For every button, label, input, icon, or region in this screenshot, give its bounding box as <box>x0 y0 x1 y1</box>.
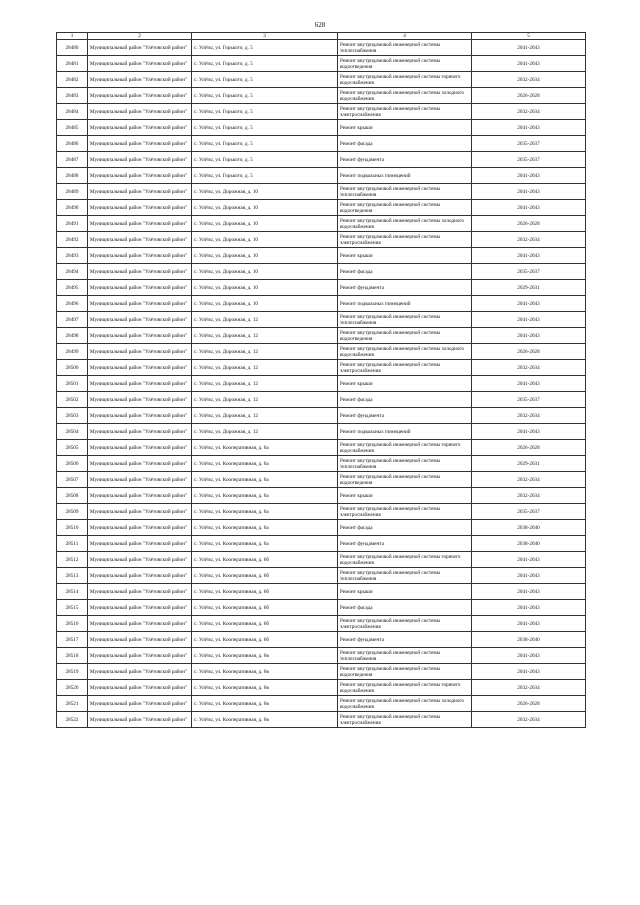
table-row <box>57 312 586 328</box>
record-number-cell: 28514 <box>57 584 88 600</box>
record-number-cell: 28501 <box>57 376 88 392</box>
table-row <box>57 488 586 504</box>
address-cell: с. Улёты, ул. Кооперативная, д. 6в <box>192 680 338 696</box>
repair-schedule-table <box>56 32 586 728</box>
municipality-cell: Муниципальный район "Улётовский район" <box>88 328 192 344</box>
municipality-cell: Муниципальный район "Улётовский район" <box>88 648 192 664</box>
work-type-cell: Ремонт внутридомовой инженерной системы теплоснабжения <box>338 456 472 472</box>
work-type-cell: Ремонт фасада <box>338 264 472 280</box>
table-row <box>57 360 586 376</box>
table-row <box>57 664 586 680</box>
table-row <box>57 616 586 632</box>
address-cell: с. Улёты, ул. Горького, д. 5 <box>192 168 338 184</box>
column-header-4: 4 <box>338 33 472 40</box>
work-type-cell: Ремонт фасада <box>338 600 472 616</box>
period-cell: 2041-2043 <box>472 648 586 664</box>
table-row <box>57 104 586 120</box>
address-cell: с. Улёты, ул. Дорожная, д. 10 <box>192 248 338 264</box>
municipality-cell: Муниципальный район "Улётовский район" <box>88 696 192 712</box>
work-type-cell: Ремонт внутридомовой инженерной системы электроснабжения <box>338 616 472 632</box>
record-number-cell: 28512 <box>57 552 88 568</box>
record-number-cell: 28496 <box>57 296 88 312</box>
address-cell: с. Улёты, ул. Кооперативная, д. 6а <box>192 440 338 456</box>
record-number-cell: 28491 <box>57 216 88 232</box>
record-number-cell: 28517 <box>57 632 88 648</box>
period-cell: 2026-2028 <box>472 344 586 360</box>
table-row <box>57 424 586 440</box>
address-cell: с. Улёты, ул. Кооперативная, д. 6а <box>192 488 338 504</box>
address-cell: с. Улёты, ул. Горького, д. 5 <box>192 104 338 120</box>
table-row <box>57 72 586 88</box>
work-type-cell: Ремонт подвальных помещений <box>338 296 472 312</box>
municipality-cell: Муниципальный район "Улётовский район" <box>88 584 192 600</box>
table-row <box>57 56 586 72</box>
period-cell: 2032-2034 <box>472 680 586 696</box>
municipality-cell: Муниципальный район "Улётовский район" <box>88 360 192 376</box>
period-cell: 2038-2040 <box>472 536 586 552</box>
table-row <box>57 168 586 184</box>
address-cell: с. Улёты, ул. Кооперативная, д. 6а <box>192 520 338 536</box>
record-number-cell: 28490 <box>57 200 88 216</box>
period-cell: 2035-2037 <box>472 504 586 520</box>
municipality-cell: Муниципальный район "Улётовский район" <box>88 520 192 536</box>
table-row <box>57 408 586 424</box>
address-cell: с. Улёты, ул. Дорожная, д. 12 <box>192 424 338 440</box>
address-cell: с. Улёты, ул. Кооперативная, д. 6а <box>192 456 338 472</box>
page-number: 628 <box>314 21 326 29</box>
record-number-cell: 28522 <box>57 712 88 728</box>
table-row <box>57 296 586 312</box>
municipality-cell: Муниципальный район "Улётовский район" <box>88 312 192 328</box>
table-row <box>57 264 586 280</box>
work-type-cell: Ремонт крыши <box>338 584 472 600</box>
period-cell: 2035-2037 <box>472 152 586 168</box>
period-cell: 2032-2034 <box>472 72 586 88</box>
table-row <box>57 568 586 584</box>
address-cell: с. Улёты, ул. Кооперативная, д. 6б <box>192 552 338 568</box>
address-cell: с. Улёты, ул. Дорожная, д. 10 <box>192 200 338 216</box>
period-cell: 2041-2043 <box>472 312 586 328</box>
table-row <box>57 232 586 248</box>
address-cell: с. Улёты, ул. Горького, д. 5 <box>192 88 338 104</box>
municipality-cell: Муниципальный район "Улётовский район" <box>88 440 192 456</box>
period-cell: 2041-2043 <box>472 616 586 632</box>
address-cell: с. Улёты, ул. Горького, д. 5 <box>192 40 338 56</box>
record-number-cell: 28521 <box>57 696 88 712</box>
work-type-cell: Ремонт крыши <box>338 488 472 504</box>
table-row <box>57 200 586 216</box>
municipality-cell: Муниципальный район "Улётовский район" <box>88 184 192 200</box>
address-cell: с. Улёты, ул. Кооперативная, д. 6б <box>192 568 338 584</box>
address-cell: с. Улёты, ул. Горького, д. 5 <box>192 72 338 88</box>
work-type-cell: Ремонт внутридомовой инженерной системы холодного водоснабжения <box>338 88 472 104</box>
municipality-cell: Муниципальный район "Улётовский район" <box>88 200 192 216</box>
municipality-cell: Муниципальный район "Улётовский район" <box>88 72 192 88</box>
address-cell: с. Улёты, ул. Кооперативная, д. 6а <box>192 472 338 488</box>
table-row <box>57 392 586 408</box>
record-number-cell: 28503 <box>57 408 88 424</box>
work-type-cell: Ремонт внутридомовой инженерной системы теплоснабжения <box>338 184 472 200</box>
work-type-cell: Ремонт фасада <box>338 136 472 152</box>
table-row <box>57 552 586 568</box>
municipality-cell: Муниципальный район "Улётовский район" <box>88 120 192 136</box>
period-cell: 2041-2043 <box>472 40 586 56</box>
record-number-cell: 28486 <box>57 136 88 152</box>
table-row <box>57 680 586 696</box>
period-cell: 2032-2034 <box>472 232 586 248</box>
municipality-cell: Муниципальный район "Улётовский район" <box>88 568 192 584</box>
record-number-cell: 28488 <box>57 168 88 184</box>
period-cell: 2032-2034 <box>472 712 586 728</box>
work-type-cell: Ремонт внутридомовой инженерной системы горячего водоснабжения <box>338 680 472 696</box>
period-cell: 2038-2040 <box>472 632 586 648</box>
table-row <box>57 696 586 712</box>
period-cell: 2041-2043 <box>472 424 586 440</box>
record-number-cell: 28493 <box>57 248 88 264</box>
work-type-cell: Ремонт внутридомовой инженерной системы электроснабжения <box>338 232 472 248</box>
municipality-cell: Муниципальный район "Улётовский район" <box>88 488 192 504</box>
address-cell: с. Улёты, ул. Дорожная, д. 12 <box>192 328 338 344</box>
column-header-1: 1 <box>57 33 88 40</box>
work-type-cell: Ремонт внутридомовой инженерной системы горячего водоснабжения <box>338 440 472 456</box>
table-row <box>57 440 586 456</box>
table-row <box>57 520 586 536</box>
table-row <box>57 456 586 472</box>
table-row <box>57 152 586 168</box>
municipality-cell: Муниципальный район "Улётовский район" <box>88 168 192 184</box>
municipality-cell: Муниципальный район "Улётовский район" <box>88 104 192 120</box>
address-cell: с. Улёты, ул. Горького, д. 5 <box>192 152 338 168</box>
address-cell: с. Улёты, ул. Дорожная, д. 10 <box>192 184 338 200</box>
municipality-cell: Муниципальный район "Улётовский район" <box>88 504 192 520</box>
work-type-cell: Ремонт крыши <box>338 248 472 264</box>
municipality-cell: Муниципальный район "Улётовский район" <box>88 680 192 696</box>
table-row <box>57 472 586 488</box>
work-type-cell: Ремонт внутридомовой инженерной системы холодного водоснабжения <box>338 216 472 232</box>
record-number-cell: 28513 <box>57 568 88 584</box>
column-header-2: 2 <box>88 33 192 40</box>
work-type-cell: Ремонт внутридомовой инженерной системы водоотведения <box>338 664 472 680</box>
address-cell: с. Улёты, ул. Дорожная, д. 12 <box>192 376 338 392</box>
municipality-cell: Муниципальный район "Улётовский район" <box>88 600 192 616</box>
municipality-cell: Муниципальный район "Улётовский район" <box>88 280 192 296</box>
period-cell: 2038-2040 <box>472 520 586 536</box>
work-type-cell: Ремонт внутридомовой инженерной системы водоотведения <box>338 472 472 488</box>
address-cell: с. Улёты, ул. Дорожная, д. 12 <box>192 312 338 328</box>
record-number-cell: 28516 <box>57 616 88 632</box>
municipality-cell: Муниципальный район "Улётовский район" <box>88 712 192 728</box>
table-row <box>57 648 586 664</box>
column-header-5: 5 <box>472 33 586 40</box>
period-cell: 2026-2028 <box>472 440 586 456</box>
municipality-cell: Муниципальный район "Улётовский район" <box>88 296 192 312</box>
work-type-cell: Ремонт внутридомовой инженерной системы электроснабжения <box>338 504 472 520</box>
work-type-cell: Ремонт фундамента <box>338 408 472 424</box>
work-type-cell: Ремонт внутридомовой инженерной системы электроснабжения <box>338 712 472 728</box>
record-number-cell: 28504 <box>57 424 88 440</box>
address-cell: с. Улёты, ул. Кооперативная, д. 6в <box>192 648 338 664</box>
record-number-cell: 28508 <box>57 488 88 504</box>
record-number-cell: 28499 <box>57 344 88 360</box>
header-row <box>57 33 586 40</box>
address-cell: с. Улёты, ул. Кооперативная, д. 6в <box>192 696 338 712</box>
table-row <box>57 40 586 56</box>
work-type-cell: Ремонт подвальных помещений <box>338 168 472 184</box>
table-row <box>57 136 586 152</box>
address-cell: с. Улёты, ул. Горького, д. 5 <box>192 120 338 136</box>
record-number-cell: 28515 <box>57 600 88 616</box>
address-cell: с. Улёты, ул. Кооперативная, д. 6б <box>192 616 338 632</box>
period-cell: 2026-2028 <box>472 216 586 232</box>
address-cell: с. Улёты, ул. Дорожная, д. 10 <box>192 264 338 280</box>
period-cell: 2041-2043 <box>472 200 586 216</box>
record-number-cell: 28500 <box>57 360 88 376</box>
municipality-cell: Муниципальный район "Улётовский район" <box>88 40 192 56</box>
work-type-cell: Ремонт крыши <box>338 120 472 136</box>
record-number-cell: 28495 <box>57 280 88 296</box>
address-cell: с. Улёты, ул. Дорожная, д. 10 <box>192 296 338 312</box>
work-type-cell: Ремонт внутридомовой инженерной системы электроснабжения <box>338 360 472 376</box>
table-row <box>57 328 586 344</box>
work-type-cell: Ремонт фасада <box>338 520 472 536</box>
address-cell: с. Улёты, ул. Кооперативная, д. 6в <box>192 664 338 680</box>
period-cell: 2041-2043 <box>472 664 586 680</box>
period-cell: 2035-2037 <box>472 392 586 408</box>
municipality-cell: Муниципальный район "Улётовский район" <box>88 88 192 104</box>
municipality-cell: Муниципальный район "Улётовский район" <box>88 616 192 632</box>
municipality-cell: Муниципальный район "Улётовский район" <box>88 232 192 248</box>
record-number-cell: 28484 <box>57 104 88 120</box>
address-cell: с. Улёты, ул. Дорожная, д. 10 <box>192 232 338 248</box>
record-number-cell: 28487 <box>57 152 88 168</box>
municipality-cell: Муниципальный район "Улётовский район" <box>88 456 192 472</box>
table-row <box>57 120 586 136</box>
record-number-cell: 28485 <box>57 120 88 136</box>
table-row <box>57 88 586 104</box>
period-cell: 2041-2043 <box>472 120 586 136</box>
period-cell: 2032-2034 <box>472 408 586 424</box>
work-type-cell: Ремонт фасада <box>338 392 472 408</box>
period-cell: 2032-2034 <box>472 488 586 504</box>
work-type-cell: Ремонт внутридомовой инженерной системы водоотведения <box>338 56 472 72</box>
period-cell: 2029-2031 <box>472 456 586 472</box>
municipality-cell: Муниципальный район "Улётовский район" <box>88 472 192 488</box>
address-cell: с. Улёты, ул. Дорожная, д. 12 <box>192 344 338 360</box>
period-cell: 2041-2043 <box>472 568 586 584</box>
table-row <box>57 632 586 648</box>
work-type-cell: Ремонт внутридомовой инженерной системы горячего водоснабжения <box>338 552 472 568</box>
record-number-cell: 28506 <box>57 456 88 472</box>
address-cell: с. Улёты, ул. Дорожная, д. 12 <box>192 392 338 408</box>
municipality-cell: Муниципальный район "Улётовский район" <box>88 248 192 264</box>
table-row <box>57 600 586 616</box>
table-row <box>57 536 586 552</box>
period-cell: 2041-2043 <box>472 584 586 600</box>
record-number-cell: 28483 <box>57 88 88 104</box>
municipality-cell: Муниципальный район "Улётовский район" <box>88 376 192 392</box>
record-number-cell: 28480 <box>57 40 88 56</box>
municipality-cell: Муниципальный район "Улётовский район" <box>88 424 192 440</box>
record-number-cell: 28505 <box>57 440 88 456</box>
record-number-cell: 28519 <box>57 664 88 680</box>
work-type-cell: Ремонт подвальных помещений <box>338 424 472 440</box>
record-number-cell: 28520 <box>57 680 88 696</box>
work-type-cell: Ремонт фундамента <box>338 632 472 648</box>
table-row <box>57 376 586 392</box>
table-row <box>57 184 586 200</box>
work-type-cell: Ремонт внутридомовой инженерной системы водоотведения <box>338 200 472 216</box>
work-type-cell: Ремонт внутридомовой инженерной системы электроснабжения <box>338 104 472 120</box>
period-cell: 2041-2043 <box>472 552 586 568</box>
period-cell: 2041-2043 <box>472 296 586 312</box>
period-cell: 2035-2037 <box>472 264 586 280</box>
period-cell: 2041-2043 <box>472 184 586 200</box>
period-cell: 2032-2034 <box>472 360 586 376</box>
municipality-cell: Муниципальный район "Улётовский район" <box>88 552 192 568</box>
period-cell: 2032-2034 <box>472 104 586 120</box>
address-cell: с. Улёты, ул. Кооперативная, д. 6б <box>192 632 338 648</box>
address-cell: с. Улёты, ул. Дорожная, д. 12 <box>192 408 338 424</box>
address-cell: с. Улёты, ул. Кооперативная, д. 6а <box>192 504 338 520</box>
record-number-cell: 28502 <box>57 392 88 408</box>
address-cell: с. Улёты, ул. Дорожная, д. 10 <box>192 280 338 296</box>
record-number-cell: 28510 <box>57 520 88 536</box>
period-cell: 2041-2043 <box>472 376 586 392</box>
municipality-cell: Муниципальный район "Улётовский район" <box>88 408 192 424</box>
period-cell: 2041-2043 <box>472 328 586 344</box>
municipality-cell: Муниципальный район "Улётовский район" <box>88 216 192 232</box>
work-type-cell: Ремонт внутридомовой инженерной системы холодного водоснабжения <box>338 344 472 360</box>
municipality-cell: Муниципальный район "Улётовский район" <box>88 632 192 648</box>
record-number-cell: 28494 <box>57 264 88 280</box>
municipality-cell: Муниципальный район "Улётовский район" <box>88 664 192 680</box>
period-cell: 2035-2037 <box>472 136 586 152</box>
record-number-cell: 28497 <box>57 312 88 328</box>
table-row <box>57 344 586 360</box>
record-number-cell: 28507 <box>57 472 88 488</box>
work-type-cell: Ремонт фундамента <box>338 280 472 296</box>
table-row <box>57 216 586 232</box>
work-type-cell: Ремонт крыши <box>338 376 472 392</box>
municipality-cell: Муниципальный район "Улётовский район" <box>88 264 192 280</box>
address-cell: с. Улёты, ул. Кооперативная, д. 6в <box>192 712 338 728</box>
work-type-cell: Ремонт внутридомовой инженерной системы теплоснабжения <box>338 648 472 664</box>
municipality-cell: Муниципальный район "Улётовский район" <box>88 56 192 72</box>
address-cell: с. Улёты, ул. Кооперативная, д. 6а <box>192 536 338 552</box>
work-type-cell: Ремонт внутридомовой инженерной системы холодного водоснабжения <box>338 696 472 712</box>
table-body <box>57 40 586 728</box>
table-row <box>57 504 586 520</box>
record-number-cell: 28492 <box>57 232 88 248</box>
table-row <box>57 584 586 600</box>
record-number-cell: 28482 <box>57 72 88 88</box>
municipality-cell: Муниципальный район "Улётовский район" <box>88 136 192 152</box>
period-cell: 2032-2034 <box>472 472 586 488</box>
period-cell: 2029-2031 <box>472 280 586 296</box>
period-cell: 2041-2043 <box>472 168 586 184</box>
address-cell: с. Улёты, ул. Горького, д. 5 <box>192 56 338 72</box>
record-number-cell: 28481 <box>57 56 88 72</box>
municipality-cell: Муниципальный район "Улётовский район" <box>88 536 192 552</box>
work-type-cell: Ремонт внутридомовой инженерной системы горячего водоснабжения <box>338 72 472 88</box>
table-row <box>57 248 586 264</box>
address-cell: с. Улёты, ул. Дорожная, д. 10 <box>192 216 338 232</box>
address-cell: с. Улёты, ул. Дорожная, д. 12 <box>192 360 338 376</box>
record-number-cell: 28509 <box>57 504 88 520</box>
period-cell: 2026-2028 <box>472 88 586 104</box>
period-cell: 2026-2028 <box>472 696 586 712</box>
work-type-cell: Ремонт внутридомовой инженерной системы водоотведения <box>338 328 472 344</box>
municipality-cell: Муниципальный район "Улётовский район" <box>88 392 192 408</box>
work-type-cell: Ремонт внутридомовой инженерной системы теплоснабжения <box>338 568 472 584</box>
period-cell: 2041-2043 <box>472 248 586 264</box>
period-cell: 2041-2043 <box>472 56 586 72</box>
municipality-cell: Муниципальный район "Улётовский район" <box>88 344 192 360</box>
column-header-3: 3 <box>192 33 338 40</box>
work-type-cell: Ремонт фундамента <box>338 536 472 552</box>
address-cell: с. Улёты, ул. Горького, д. 5 <box>192 136 338 152</box>
work-type-cell: Ремонт внутридомовой инженерной системы теплоснабжения <box>338 40 472 56</box>
work-type-cell: Ремонт внутридомовой инженерной системы теплоснабжения <box>338 312 472 328</box>
record-number-cell: 28498 <box>57 328 88 344</box>
work-type-cell: Ремонт фундамента <box>338 152 472 168</box>
municipality-cell: Муниципальный район "Улётовский район" <box>88 152 192 168</box>
address-cell: с. Улёты, ул. Кооперативная, д. 6б <box>192 600 338 616</box>
record-number-cell: 28518 <box>57 648 88 664</box>
table-row <box>57 280 586 296</box>
record-number-cell: 28489 <box>57 184 88 200</box>
table-row <box>57 712 586 728</box>
period-cell: 2041-2043 <box>472 600 586 616</box>
record-number-cell: 28511 <box>57 536 88 552</box>
address-cell: с. Улёты, ул. Кооперативная, д. 6б <box>192 584 338 600</box>
